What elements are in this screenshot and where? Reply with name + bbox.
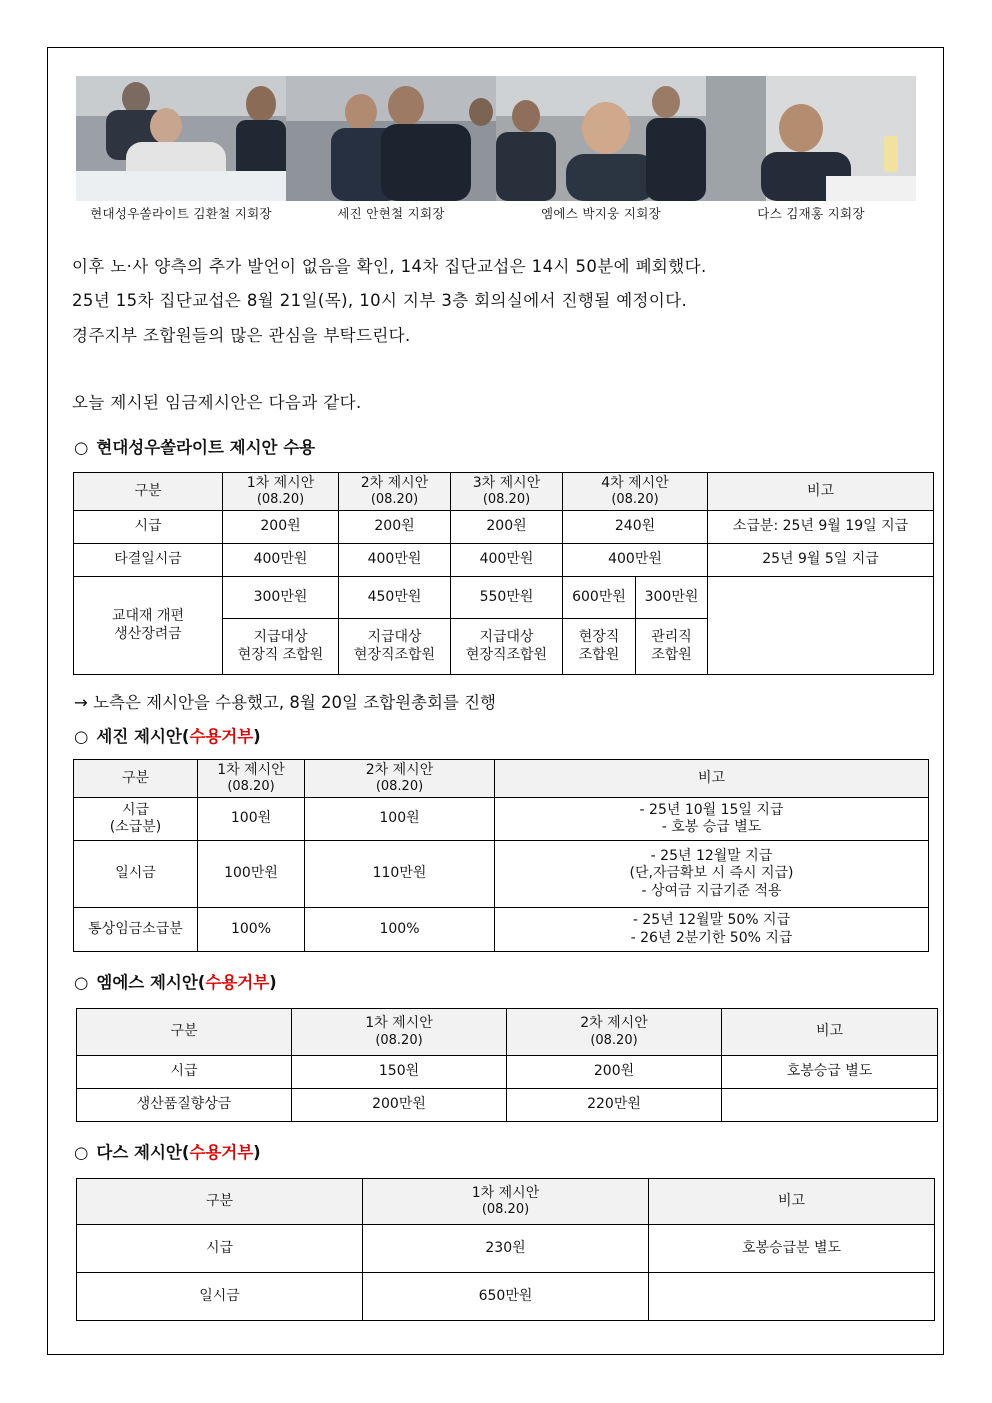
table-cell: 450만원: [339, 577, 451, 619]
section-title-close: ): [253, 1143, 261, 1162]
section-heading-hyundai: [74, 434, 315, 458]
table-cell: 300만원: [223, 577, 339, 619]
table-cell: [563, 619, 636, 675]
header-cell: [507, 1009, 722, 1056]
cell-line: 지급대상: [253, 629, 308, 645]
header-label: 1차 제시안: [471, 1184, 540, 1201]
section-title: 엠에스 제시안(: [96, 973, 206, 992]
table-cell: 200원: [507, 1056, 722, 1089]
table-cell: 시급: [74, 511, 223, 544]
section-title-close: ): [253, 727, 261, 746]
table-cell: [223, 619, 339, 675]
header-label: 1차 제시안: [217, 761, 285, 778]
table-cell: 100원: [305, 798, 495, 841]
bullet-circle: ○: [74, 438, 89, 457]
header-cell: [563, 473, 708, 511]
cell-line: 관리직: [651, 629, 692, 645]
header-label: 3차 제시안: [472, 474, 541, 491]
table-cell: 230원: [363, 1225, 649, 1273]
header-cell: [451, 473, 563, 511]
cell-line: - 25년 10월 15일 지급: [639, 801, 784, 818]
cell-line: - 25년 12월말 지급: [650, 847, 773, 864]
photo-caption: 현대성우쏠라이트 김환철 지회장: [90, 206, 272, 221]
photo-2: [286, 76, 496, 201]
header-label: 2차 제시안: [360, 474, 429, 491]
table-das: [76, 1178, 935, 1321]
header-label: 1차 제시안: [246, 474, 315, 491]
table-cell: 소급분: 25년 9월 19일 지급: [708, 511, 934, 544]
header-date: (08.20): [370, 492, 419, 508]
table-cell: 400만원: [451, 544, 563, 577]
section-heading-sejin: [74, 723, 261, 747]
table-cell: 200만원: [292, 1089, 507, 1122]
header-cell: [339, 473, 451, 511]
table-cell: 호봉승급분 별도: [649, 1225, 935, 1273]
header-label: 4차 제시안: [601, 474, 669, 491]
header-cell: 비고: [495, 760, 929, 798]
table-hyundai: [73, 472, 934, 675]
photo-caption: 세진 안현철 지회장: [337, 206, 445, 221]
section-title: 다스 제시안(: [96, 1143, 190, 1162]
table-cell: 150원: [292, 1056, 507, 1089]
table-cell: 일시금: [74, 841, 198, 908]
table-cell: 시급: [77, 1056, 292, 1089]
table-cell: 400만원: [223, 544, 339, 577]
header-cell: 구분: [74, 473, 223, 511]
header-date: (08.20): [256, 492, 305, 508]
table-cell-empty: [708, 577, 934, 675]
table-cell: 200원: [223, 511, 339, 544]
header-cell: 구분: [74, 760, 198, 798]
header-date: (08.20): [375, 1032, 423, 1048]
table-cell: 생산품질향상금: [77, 1089, 292, 1122]
table-cell: 200원: [451, 511, 563, 544]
cell-line: 조합원: [651, 646, 692, 663]
cell-line: 현장직조합원: [465, 646, 548, 663]
table-cell: [636, 619, 708, 675]
header-cell: [198, 760, 305, 798]
cell-line: - 호봉 승급 별도: [661, 819, 762, 835]
table-cell: 110만원: [305, 841, 495, 908]
table-cell: 통상임금소급분: [74, 908, 198, 952]
cell-line: 현장직조합원: [353, 646, 436, 663]
table-cell: 시급: [77, 1225, 363, 1273]
table-cell: [722, 1089, 938, 1122]
body-paragraph: 25년 15차 집단교섭은 8월 21일(목), 10시 지부 3층 회의실에서 진행될 예정이다.: [72, 291, 688, 310]
cell-line: 현장직 조합원: [237, 646, 324, 663]
table-cell: 650만원: [363, 1273, 649, 1321]
header-label: 2차 제시안: [580, 1015, 648, 1032]
header-cell: 비고: [722, 1009, 938, 1056]
header-cell: [363, 1179, 649, 1225]
bullet-circle: ○: [74, 1143, 89, 1162]
section-title-close: ): [269, 973, 277, 992]
status-rejected: 수용거부: [189, 1143, 254, 1162]
cell-line: (단,자금확보 시 즉시 지급): [629, 865, 794, 882]
status-rejected: 수용거부: [205, 973, 270, 992]
table-cell: 100%: [198, 908, 305, 952]
cell-line: 시급: [121, 801, 150, 818]
cell-line: 현장직: [578, 629, 620, 645]
cell-line: 지급대상: [479, 629, 534, 645]
table-cell: [74, 577, 223, 675]
photo-3: [496, 76, 706, 201]
table-cell: [74, 798, 198, 841]
table-cell: [495, 908, 929, 952]
cell-line: 조합원: [578, 646, 620, 663]
cell-line: - 상여금 지급기준 적용: [641, 882, 782, 899]
table-cell: 호봉승급 별도: [722, 1056, 938, 1089]
header-cell: [292, 1009, 507, 1056]
header-cell: [305, 760, 495, 798]
table-cell: [451, 619, 563, 675]
header-date: (08.20): [482, 492, 531, 508]
header-cell: 비고: [649, 1179, 935, 1225]
cell-line: 생산장려금: [114, 625, 182, 642]
cell-line: - 26년 2분기한 50% 지급: [630, 929, 793, 946]
body-paragraph: 오늘 제시된 임금제시안은 다음과 같다.: [72, 393, 362, 412]
cell-line: 지급대상: [367, 629, 422, 645]
header-date: (08.20): [611, 492, 659, 508]
header-date: (08.20): [375, 779, 424, 795]
table-cell: [649, 1273, 935, 1321]
header-label: 1차 제시안: [365, 1015, 433, 1032]
table-cell: 400만원: [563, 544, 708, 577]
header-date: (08.20): [481, 1202, 530, 1218]
section-heading-ms: [74, 969, 277, 993]
section-note: → 노측은 제시안을 수용했고, 8월 20일 조합원총회를 진행: [74, 693, 496, 712]
photo-captions: [76, 204, 916, 222]
photo-4: [706, 76, 916, 201]
table-cell: 200원: [339, 511, 451, 544]
table-sejin: [73, 759, 929, 952]
cell-line: - 25년 12월말 50% 지급: [632, 912, 791, 928]
header-date: (08.20): [590, 1032, 638, 1048]
photo-1: [76, 76, 286, 201]
table-cell: 100원: [198, 798, 305, 841]
table-cell: 220만원: [507, 1089, 722, 1122]
header-cell: 구분: [77, 1179, 363, 1225]
table-cell: 타결일시금: [74, 544, 223, 577]
section-title: 세진 제시안(: [96, 727, 190, 746]
photo-caption: 엠에스 박지웅 지회장: [541, 206, 661, 221]
bullet-circle: ○: [74, 727, 89, 746]
table-cell: 100만원: [198, 841, 305, 908]
table-cell: 400만원: [339, 544, 451, 577]
table-cell: 25년 9월 5일 지급: [708, 544, 934, 577]
table-cell: [339, 619, 451, 675]
bullet-circle: ○: [74, 973, 89, 992]
section-title: 현대성우쏠라이트 제시안 수용: [96, 438, 316, 457]
table-cell: 100%: [305, 908, 495, 952]
header-label: 2차 제시안: [365, 761, 434, 778]
photo-caption: 다스 김재홍 지회장: [757, 206, 865, 221]
header-cell: 구분: [77, 1009, 292, 1056]
section-heading-das: [74, 1139, 261, 1163]
body-paragraph: 이후 노·사 양측의 추가 발언이 없음을 확인, 14차 집단교섭은 14시 50분에 폐회했다.: [72, 257, 707, 276]
photo-strip: [76, 76, 916, 201]
cell-line: 교대재 개편: [111, 608, 185, 624]
table-cell: 일시금: [77, 1273, 363, 1321]
header-cell: 비고: [708, 473, 934, 511]
table-cell: [495, 798, 929, 841]
table-cell: 550만원: [451, 577, 563, 619]
table-cell: 300만원: [636, 577, 708, 619]
table-ms: [76, 1008, 938, 1122]
header-date: (08.20): [227, 779, 275, 795]
status-rejected: 수용거부: [189, 727, 254, 746]
cell-line: (소급분): [109, 819, 162, 835]
table-cell: 600만원: [563, 577, 636, 619]
table-cell: [495, 841, 929, 908]
header-cell: [223, 473, 339, 511]
table-cell: 240원: [563, 511, 708, 544]
body-paragraph: 경주지부 조합원들의 많은 관심을 부탁드린다.: [72, 326, 411, 345]
